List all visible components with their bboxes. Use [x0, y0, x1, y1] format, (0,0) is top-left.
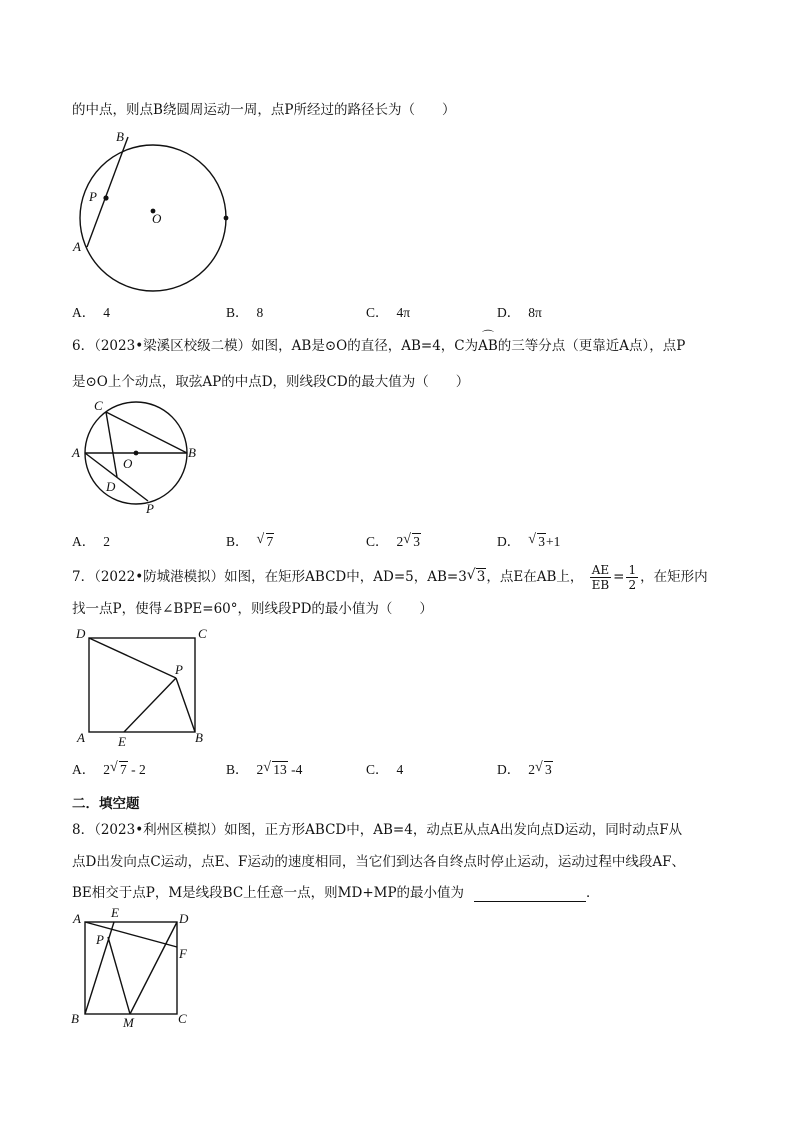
q8-number: 8．	[72, 822, 95, 838]
q6-option-c[interactable]: C． 2√ 3	[366, 530, 421, 550]
q5-option-b[interactable]: B． 8	[226, 305, 264, 320]
q5-stem-tail: 的中点，则点B绕圆周运动一周，点P所经过的路径长为（ ）	[72, 102, 456, 118]
q7-number: 7．	[72, 569, 95, 585]
q6-label-c: C	[94, 398, 103, 413]
q8-label-e: E	[111, 905, 119, 920]
q6-line2: 是⊙O上个动点，取弦AP的中点D，则线段CD的最大值为（ ）	[72, 374, 470, 390]
q8-answer-blank[interactable]	[474, 889, 586, 902]
q5-label-a: A	[73, 239, 81, 254]
q8-line2: 点D出发向点C运动，点E、F运动的速度相同，当它们到达各自终点时停止运动，运动过程中线段AF、	[72, 854, 685, 870]
section-fill-in-blank-title: 二．填空题	[72, 796, 140, 812]
q6-option-d[interactable]: D．√ 3+1	[497, 530, 560, 550]
q7-fraction-ae-eb: $\frac{AE}{EB}$	[591, 563, 610, 592]
q5-circle-figure	[60, 125, 250, 295]
q5-label-o: O	[152, 211, 162, 226]
q5-option-a[interactable]: A． 4	[72, 305, 110, 320]
q8-label-d: D	[179, 911, 189, 926]
q7-fraction-half: $\frac{1}{2}$	[628, 563, 637, 592]
q6-arc-ab: ⌒ AB	[478, 337, 498, 355]
q6-line1: 6．（2023•梁溪区校级二模）如图，AB是⊙O的直径，AB=4，C为⌒ AB的三等分点（更靠近A点），点P	[72, 337, 685, 355]
q5-option-c[interactable]: C． 4π	[366, 305, 411, 320]
q7-label-a: A	[77, 730, 85, 745]
q8-label-b: B	[71, 1011, 79, 1026]
q7-option-d[interactable]: D． 2√ 3	[497, 758, 553, 778]
q6-option-a[interactable]: A． 2	[72, 534, 110, 549]
q7-label-e: E	[118, 734, 126, 749]
q5-option-d[interactable]: D． 8π	[497, 305, 542, 320]
q7-line1: 7．（2022•防城港模拟）如图，在矩形ABCD中，AD=5，AB=3√ 3，点E在AB上， $\frac{AE}{EB}$ = $\frac{1}{2}$ ，在矩形内	[72, 563, 708, 592]
q6-label-a: A	[72, 445, 80, 460]
q7-option-a[interactable]: A． 2√ 7 - 2	[72, 758, 146, 778]
q5-label-b: B	[116, 129, 124, 144]
q8-label-c: C	[178, 1011, 187, 1026]
q6-number: 6．	[72, 338, 95, 354]
q7-label-p: P	[175, 662, 183, 677]
q7-label-b: B	[195, 730, 203, 745]
q8-line1: 8．（2023•利州区模拟）如图，正方形ABCD中，AB=4，动点E从点A出发向点D运动，同时动点F从	[72, 822, 683, 838]
q6-label-b: B	[188, 445, 196, 460]
q6-label-o: O	[123, 456, 133, 471]
q8-source: （2023•利州区模拟）	[94, 822, 225, 838]
q7-option-b[interactable]: B． 2√ 13 -4	[226, 758, 302, 778]
q5-label-p: P	[89, 189, 97, 204]
q7-label-c: C	[198, 626, 207, 641]
q6-label-p: P	[146, 501, 154, 516]
q8-line3: BE相交于点P，M是线段BC上任意一点，则MD+MP的最小值为 ．	[72, 885, 600, 901]
q6-label-d: D	[106, 479, 116, 494]
q6-source: （2023•梁溪区校级二模）	[94, 338, 252, 354]
q7-line2: 找一点P，使得∠BPE=60°，则线段PD的最小值为（ ）	[72, 601, 433, 617]
q8-label-a: A	[73, 911, 81, 926]
q8-label-f: F	[179, 946, 187, 961]
q6-circle-figure	[66, 397, 206, 517]
q8-label-p: P	[96, 932, 104, 947]
q7-source: （2022•防城港模拟）	[94, 569, 225, 585]
q8-square-figure	[68, 907, 203, 1032]
q7-label-d: D	[76, 626, 86, 641]
q8-label-m: M	[123, 1015, 134, 1030]
q6-option-b[interactable]: B．√ 7	[226, 530, 274, 550]
q7-rectangle-figure	[70, 624, 220, 750]
q7-option-c[interactable]: C． 4	[366, 762, 404, 777]
